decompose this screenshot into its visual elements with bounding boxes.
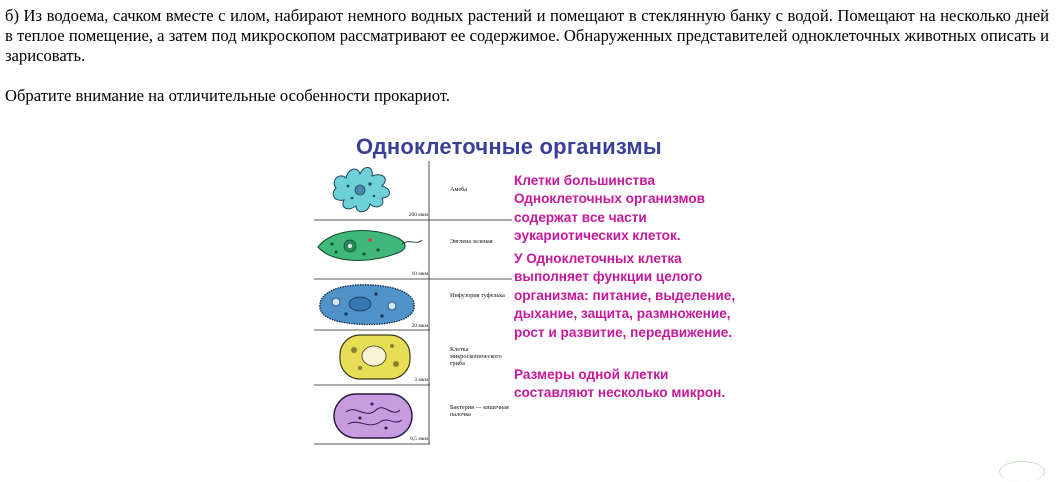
- decorative-arc: [999, 461, 1045, 482]
- unicellular-organisms-figure: [312, 128, 752, 450]
- caption-bacterium: Бактерия — кишечная палочка: [450, 404, 509, 418]
- scale-fungus-cell: 3 мкм: [414, 377, 428, 383]
- scale-amoeba: 200 мкм: [408, 212, 428, 218]
- description-cell-size: Размеры одной клетки составляют несколько микрон.: [514, 367, 726, 401]
- scale-paramecium: 20 мкм: [411, 323, 428, 329]
- caption-euglena: Эвглена зеленая: [450, 238, 493, 245]
- note-paragraph: Обратите внимание на отличительные особенности прокариот.: [5, 86, 451, 105]
- task-paragraph: б) Из водоема, сачком вместе с илом, набирают немного водных растений и помещают в стеклянную банку с водой. Помещают на несколько дней в теплое помещение, а затем под микроскопом рассматривают ее содержимое. Обнаруженных представителей одноклеточных животных описать и зарисовать.: [5, 6, 1049, 65]
- fungus-cell-illustration: [340, 335, 410, 379]
- description-cell-parts: Клетки большинства Одноклеточных организмов содержат все части эукариотических клеток.: [514, 173, 706, 244]
- caption-amoeba: Амеба: [450, 186, 468, 193]
- scale-euglena: 10 мкм: [411, 271, 428, 277]
- scale-bacterium: 0,5 мкм: [410, 436, 428, 442]
- caption-fungus-cell: Клетка микроскопического гриба: [450, 346, 502, 367]
- figure-title: Одноклеточные организмы: [356, 134, 662, 159]
- description-cell-functions: У Одноклеточных клетка выполняет функции целого организма: питание, выделение, дыхание, защита, размножение, рост и развитие, передвижение.: [514, 251, 736, 340]
- bacterium-illustration: [334, 394, 412, 438]
- amoeba-illustration: [333, 167, 389, 211]
- euglena-illustration: [318, 231, 422, 261]
- paramecium-illustration: [320, 285, 414, 325]
- caption-paramecium: Инфузория туфелька: [450, 292, 505, 299]
